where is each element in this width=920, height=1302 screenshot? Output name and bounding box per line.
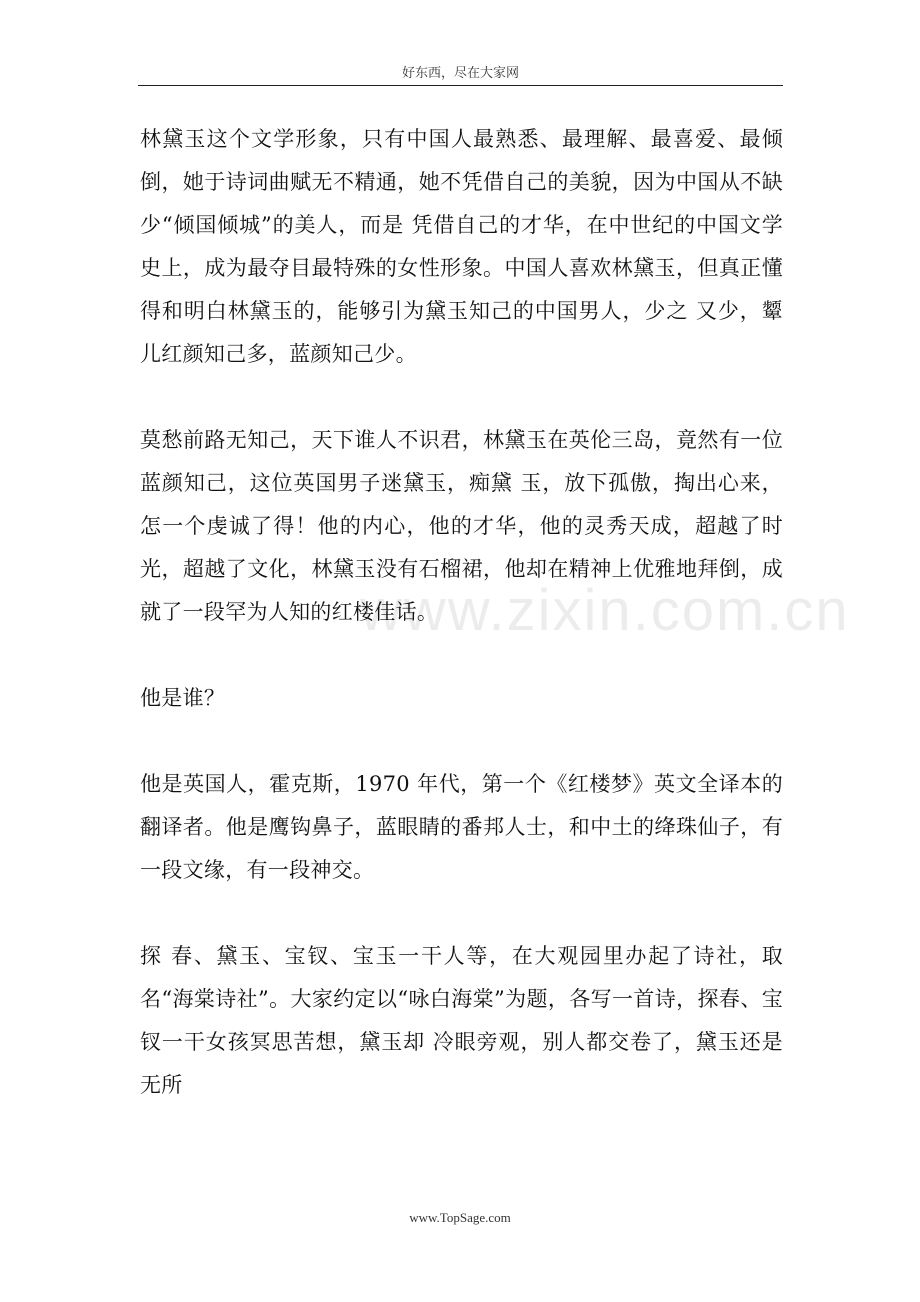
- paragraph: 探 春、黛玉、宝钗、宝玉一干人等，在大观园里办起了诗社，取名“海棠诗社”。大家约定以“咏白海棠”为题，各写一首诗，探春、宝钗一干女孩冥思苦想，黛玉却 冷眼旁观，别人都交卷了，黛玉还是无所: [140, 944, 783, 1097]
- header-divider: [138, 85, 783, 86]
- page-footer: www.TopSage.com: [409, 1210, 511, 1225]
- paragraph-spacer: [140, 892, 783, 935]
- paragraph: 林黛玉这个文学形象，只有中国人最熟悉、最理解、最喜爱、最倾倒，她于诗词曲赋无不精通，她不凭借自己的美貌，因为中国从不缺少“倾国倾城”的美人，而是 凭借自己的才华，在中世纪的中国文学史上，成为最夺目最特殊的女性形象。中国人喜欢林黛玉，但真正懂得和明白林黛玉的，能够引为黛玉知己的中国男人，少之 又少，颦儿红颜知己多，蓝颜知己少。: [140, 127, 783, 366]
- watermark: www.zixin.com.cn: [360, 578, 850, 643]
- paragraph-spacer: [140, 634, 783, 677]
- page-header: 好东西，尽在大家网: [401, 65, 519, 80]
- paragraph: 莫愁前路无知己，天下谁人不识君，林黛玉在英伦三岛，竟然有一位蓝颜知己，这位英国男子迷黛玉，痴黛 玉，放下孤傲，掏出心来，怎一个虔诚了得！他的内心，他的才华，他的灵秀天成，超越了时光，超越了文化，林黛玉没有石榴裙，他却在精神上优雅地拜倒，成就了一段罕为人知的红楼佳话。: [140, 428, 783, 624]
- paragraph-spacer: [140, 376, 783, 419]
- paragraph: 他是英国人，霍克斯，1970 年代，第一个《红楼梦》英文全译本的翻译者。他是鹰钩鼻子，蓝眼睛的番邦人士，和中土的绛珠仙子，有一段文缘，有一段神交。: [140, 772, 783, 882]
- document-body: [140, 118, 783, 1107]
- paragraph: 他是谁？: [140, 686, 226, 710]
- paragraph-spacer: [140, 720, 783, 763]
